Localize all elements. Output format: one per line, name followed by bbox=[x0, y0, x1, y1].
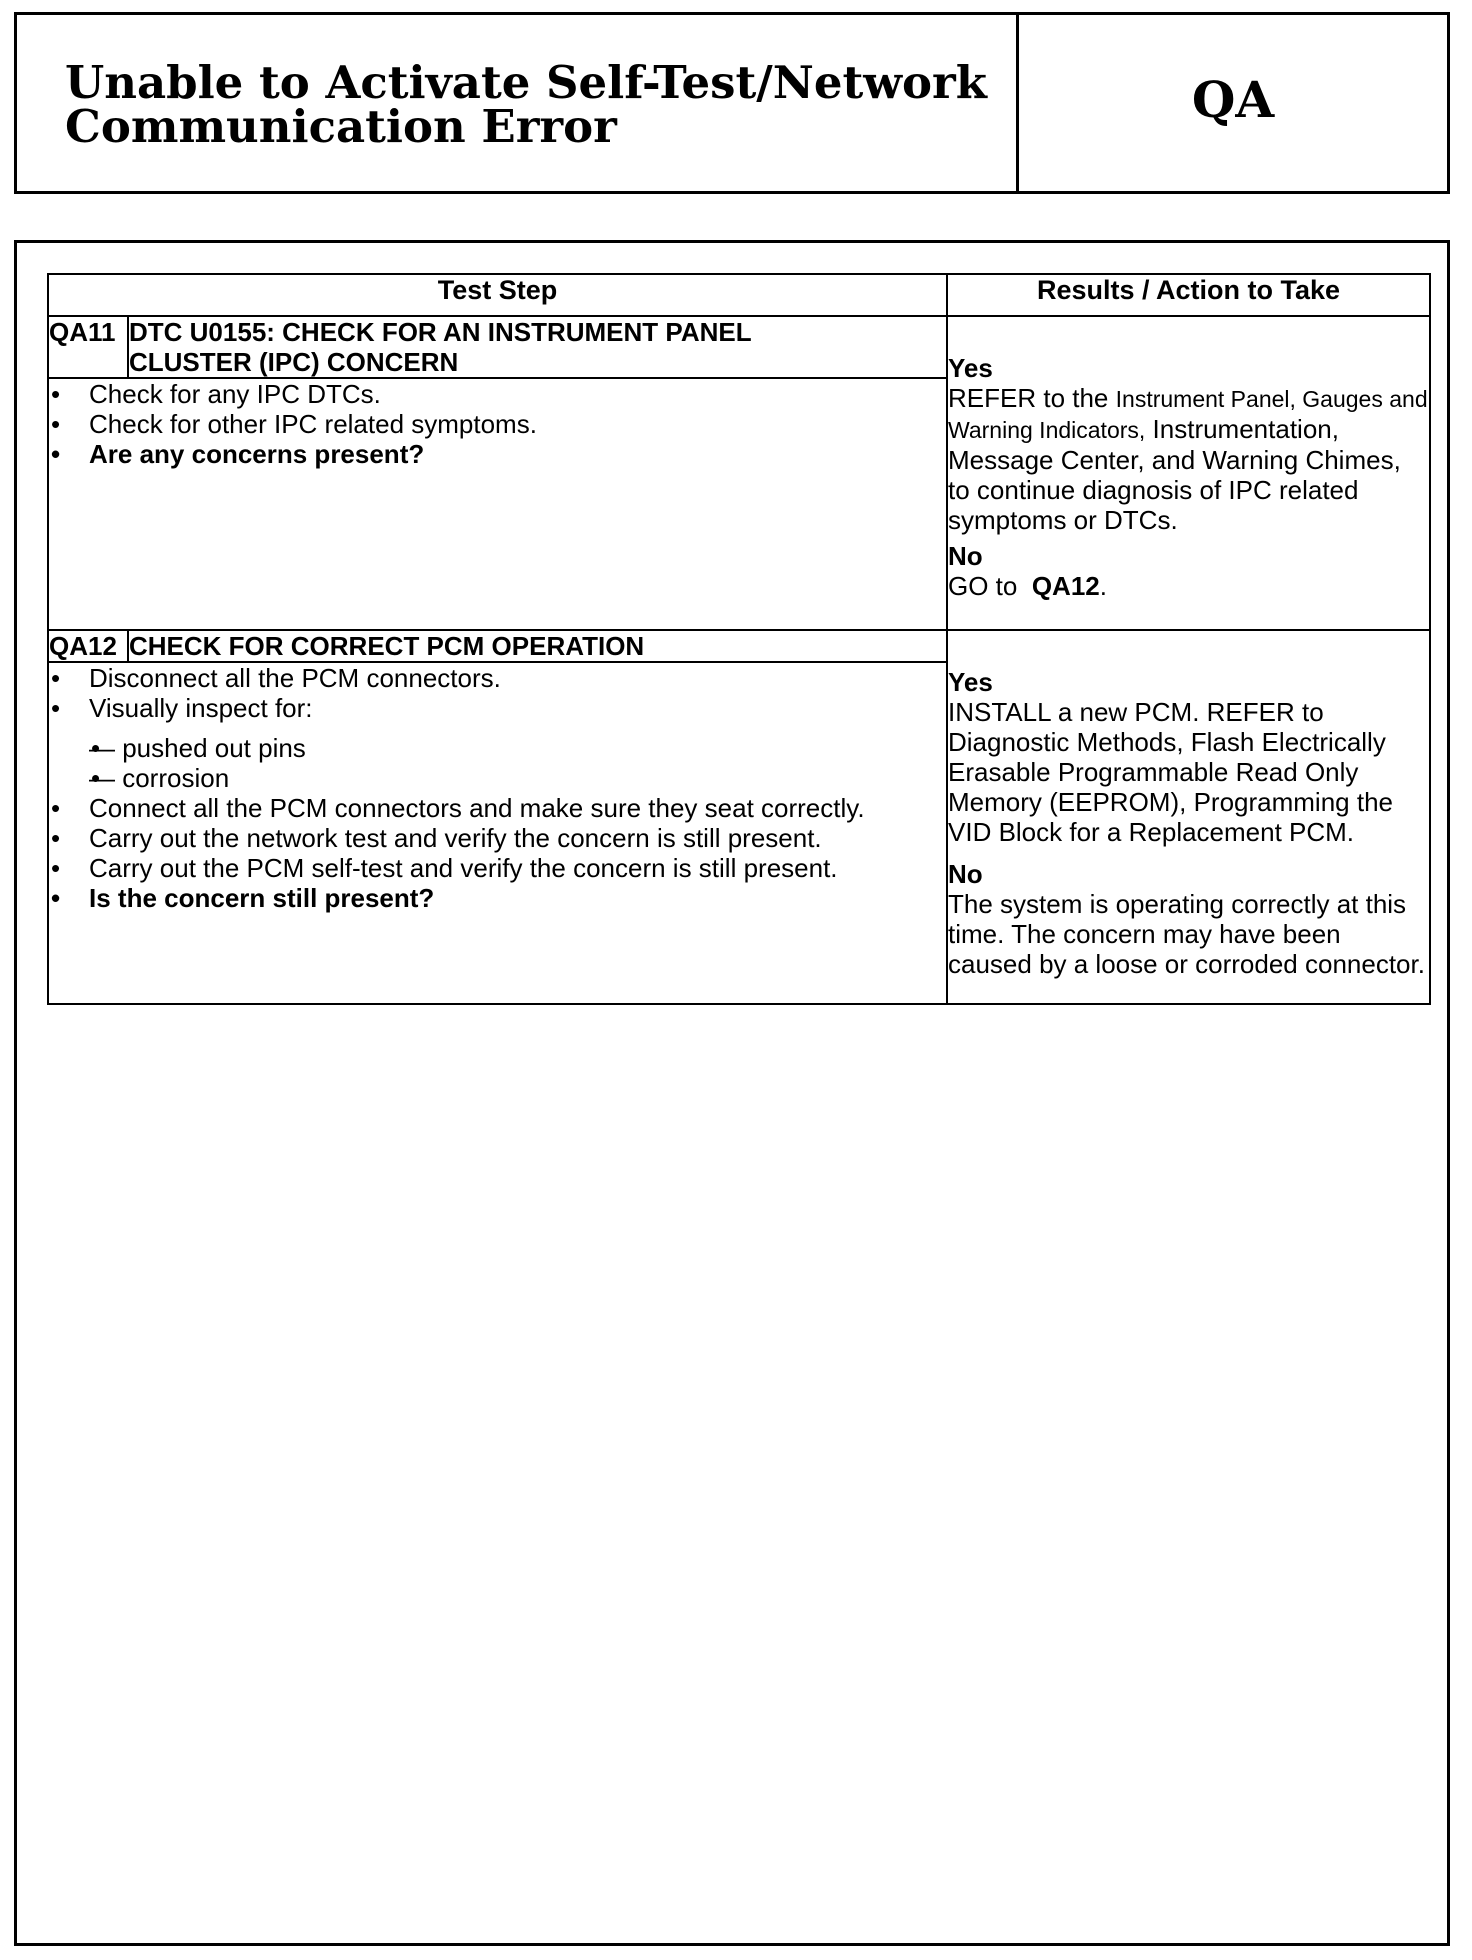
page-title-line1: Unable to Activate Self-Test/Network bbox=[65, 56, 987, 109]
step-title-line: DTC U0155: CHECK FOR AN INSTRUMENT PANEL bbox=[129, 317, 752, 347]
yes-action: INSTALL a new PCM. REFER to Diagnostic Methods, Flash Electrically Erasable Programmable Read Only Memory (EEPROM), Programming the VID Block for a Replacement PCM. bbox=[948, 697, 1393, 847]
yes-action-reference: Instrument Panel, Gauges and Warning Indicators, bbox=[948, 386, 1428, 443]
column-header-results: Results / Action to Take bbox=[947, 274, 1430, 316]
page-title-line2: Communication Error bbox=[65, 100, 617, 153]
step-title-row bbox=[48, 630, 1430, 662]
instruction-list bbox=[49, 663, 946, 913]
step-instructions bbox=[48, 378, 947, 630]
yes-label: Yes bbox=[948, 353, 993, 383]
no-label: No bbox=[948, 859, 983, 889]
main-content-box bbox=[14, 240, 1450, 1946]
page-title bbox=[17, 15, 1019, 191]
test-step-table bbox=[47, 273, 1431, 1005]
step-instructions bbox=[48, 662, 947, 1004]
step-title-line: CHECK FOR CORRECT PCM OPERATION bbox=[129, 631, 645, 661]
no-label: No bbox=[948, 541, 983, 571]
step-question: • Are any concerns present? bbox=[49, 439, 946, 469]
table-header-row bbox=[48, 274, 1430, 316]
list-item: • Disconnect all the PCM connectors. bbox=[49, 663, 946, 693]
column-header-test-step: Test Step bbox=[48, 274, 947, 316]
header-box bbox=[14, 12, 1450, 194]
list-item: • Carry out the PCM self-test and verify the concern is still present. bbox=[49, 853, 946, 883]
sub-list-item: • — pushed out pins bbox=[89, 733, 946, 763]
list-item: • Connect all the PCM connectors and make sure they seat correctly. bbox=[49, 793, 946, 823]
inspection-sublist bbox=[89, 733, 946, 793]
step-id: QA12 bbox=[48, 630, 128, 662]
step-title-row bbox=[48, 316, 1430, 378]
no-action-text: GO to bbox=[948, 571, 1018, 601]
list-item-text: Visually inspect for: bbox=[89, 693, 313, 723]
step-reference: QA12 bbox=[1031, 571, 1100, 601]
list-item: • Check for any IPC DTCs. bbox=[49, 379, 946, 409]
no-action-end: . bbox=[1099, 571, 1107, 601]
step-title bbox=[128, 316, 947, 378]
yes-label: Yes bbox=[948, 667, 993, 697]
yes-action-text: REFER to the bbox=[948, 383, 1109, 413]
step-question: • Is the concern still present? bbox=[49, 883, 946, 913]
no-action: The system is operating correctly at this time. The concern may have been caused by a loose or corroded connector. bbox=[948, 889, 1425, 979]
list-item: • Check for other IPC related symptoms. bbox=[49, 409, 946, 439]
no-action bbox=[948, 571, 1429, 601]
sub-list-item: • — corrosion bbox=[89, 763, 946, 793]
step-title bbox=[128, 630, 947, 662]
yes-action bbox=[948, 383, 1429, 535]
section-code: QA bbox=[1191, 69, 1275, 129]
list-item bbox=[49, 693, 946, 793]
step-results bbox=[947, 316, 1430, 630]
step-title-line: CLUSTER (IPC) CONCERN bbox=[129, 347, 459, 377]
step-id: QA11 bbox=[48, 316, 128, 378]
yes-action-text: Instrumentation, Message Center, and Warning Chimes, to continue diagnosis of IPC related symptoms or DTCs. bbox=[948, 414, 1401, 535]
step-results bbox=[947, 630, 1430, 1004]
list-item: • Carry out the network test and verify the concern is still present. bbox=[49, 823, 946, 853]
instruction-list bbox=[49, 379, 946, 469]
